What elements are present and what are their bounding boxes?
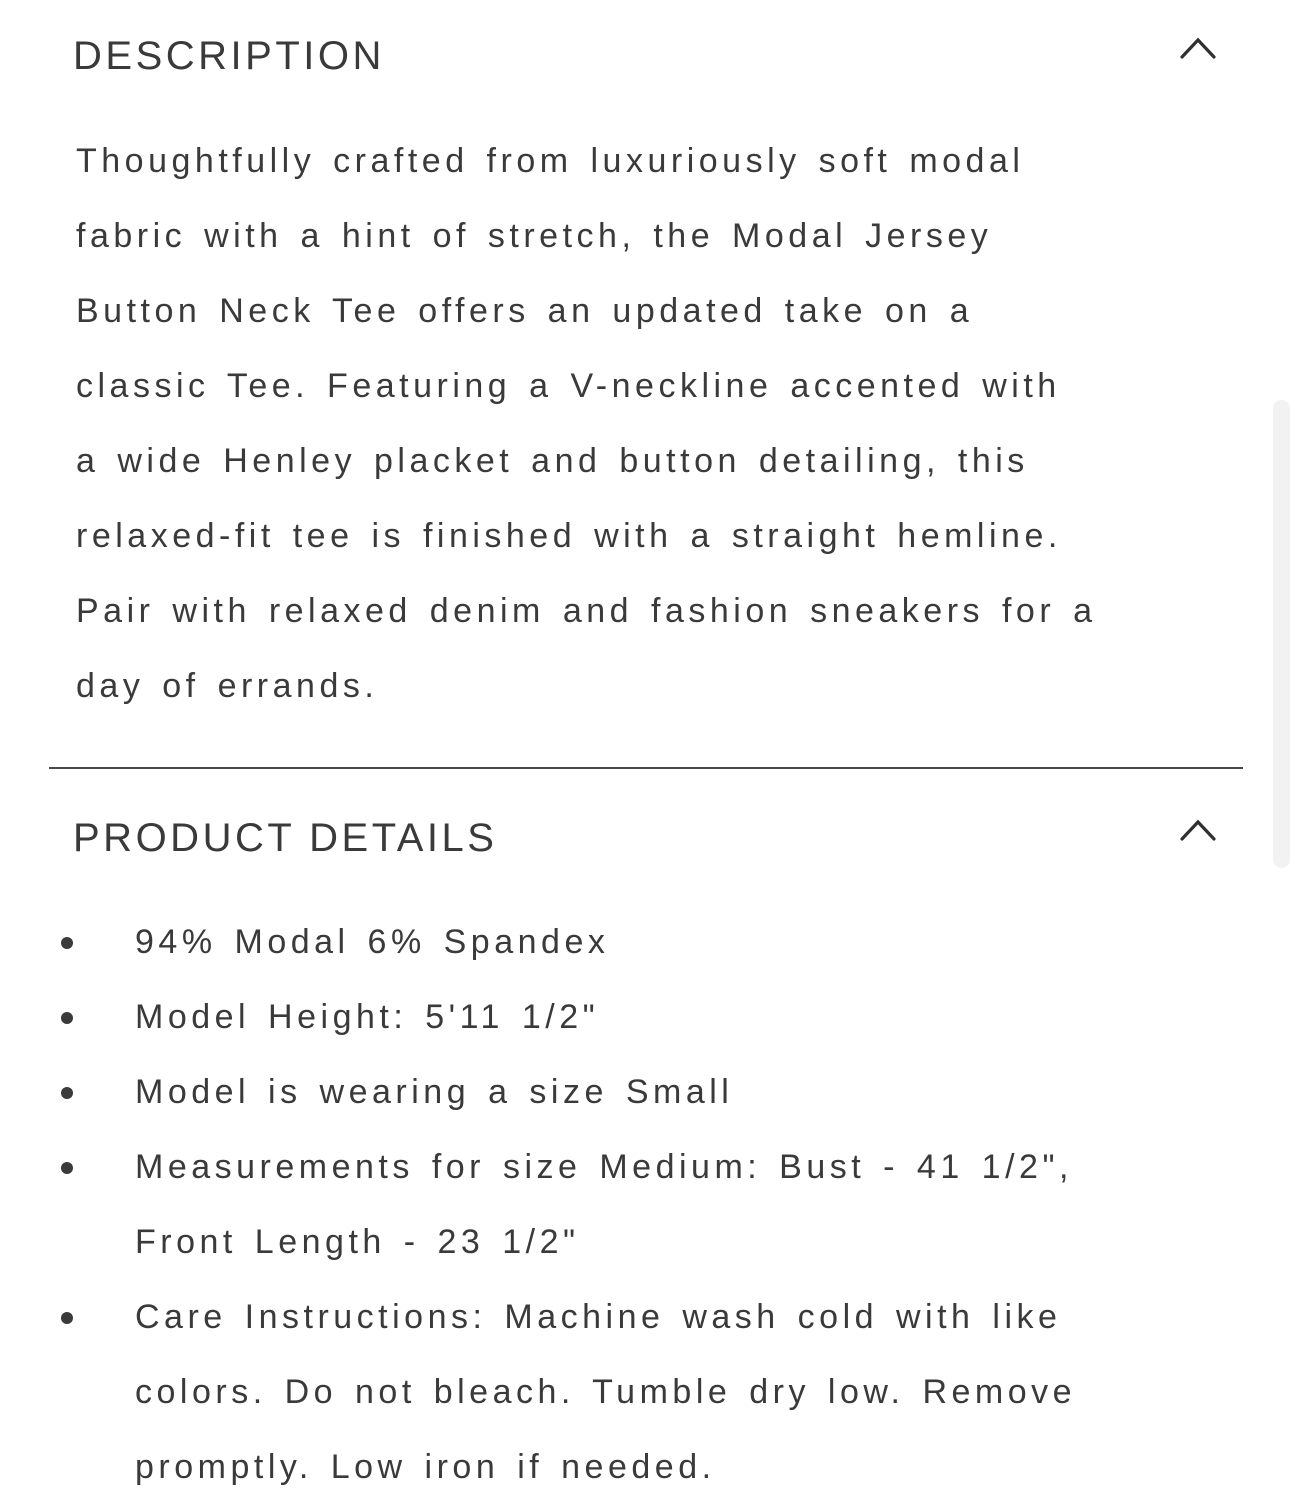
description-line: Thoughtfully crafted from luxuriously soft modal — [76, 142, 1025, 180]
description-line: day of errands. — [76, 667, 379, 705]
chevron-up-icon[interactable] — [1178, 816, 1218, 844]
bullet-dot — [61, 1312, 73, 1324]
detail-item — [0, 905, 1290, 980]
description-line: relaxed-fit tee is finished with a straight hemline. — [76, 517, 1062, 555]
product-details-section-header[interactable] — [0, 812, 1290, 876]
bullet-dot — [61, 1012, 73, 1024]
detail-item — [0, 1280, 1290, 1488]
detail-line: Front Length - 23 1/2" — [135, 1223, 580, 1261]
product-details-list — [0, 905, 1290, 1488]
detail-line: Model Height: 5'11 1/2" — [135, 998, 600, 1036]
description-title: DESCRIPTION — [73, 34, 385, 78]
description-paragraph — [76, 124, 1266, 724]
description-section-header[interactable] — [0, 30, 1290, 94]
scrollbar-thumb[interactable] — [1273, 400, 1290, 868]
product-details-title: PRODUCT DETAILS — [73, 816, 498, 860]
bullet-dot — [61, 1162, 73, 1174]
section-divider — [49, 767, 1243, 769]
detail-line: promptly. Low iron if needed. — [135, 1448, 716, 1486]
bullet-dot — [61, 937, 73, 949]
detail-line: Care Instructions: Machine wash cold with like — [135, 1298, 1062, 1336]
detail-item — [0, 980, 1290, 1055]
description-line: Pair with relaxed denim and fashion sneakers for a — [76, 592, 1097, 630]
detail-line: Model is wearing a size Small — [135, 1073, 734, 1111]
detail-item — [0, 1130, 1290, 1280]
detail-line: colors. Do not bleach. Tumble dry low. Remove — [135, 1373, 1077, 1411]
description-line: Button Neck Tee offers an updated take on a — [76, 292, 974, 330]
description-line: classic Tee. Featuring a V-neckline accented with — [76, 367, 1061, 405]
detail-item — [0, 1055, 1290, 1130]
description-line: a wide Henley placket and button detailing, this — [76, 442, 1029, 480]
chevron-up-icon[interactable] — [1178, 34, 1218, 62]
bullet-dot — [61, 1087, 73, 1099]
detail-line: 94% Modal 6% Spandex — [135, 923, 610, 961]
description-line: fabric with a hint of stretch, the Modal Jersey — [76, 217, 993, 255]
detail-line: Measurements for size Medium: Bust - 41 1/2", — [135, 1148, 1073, 1186]
